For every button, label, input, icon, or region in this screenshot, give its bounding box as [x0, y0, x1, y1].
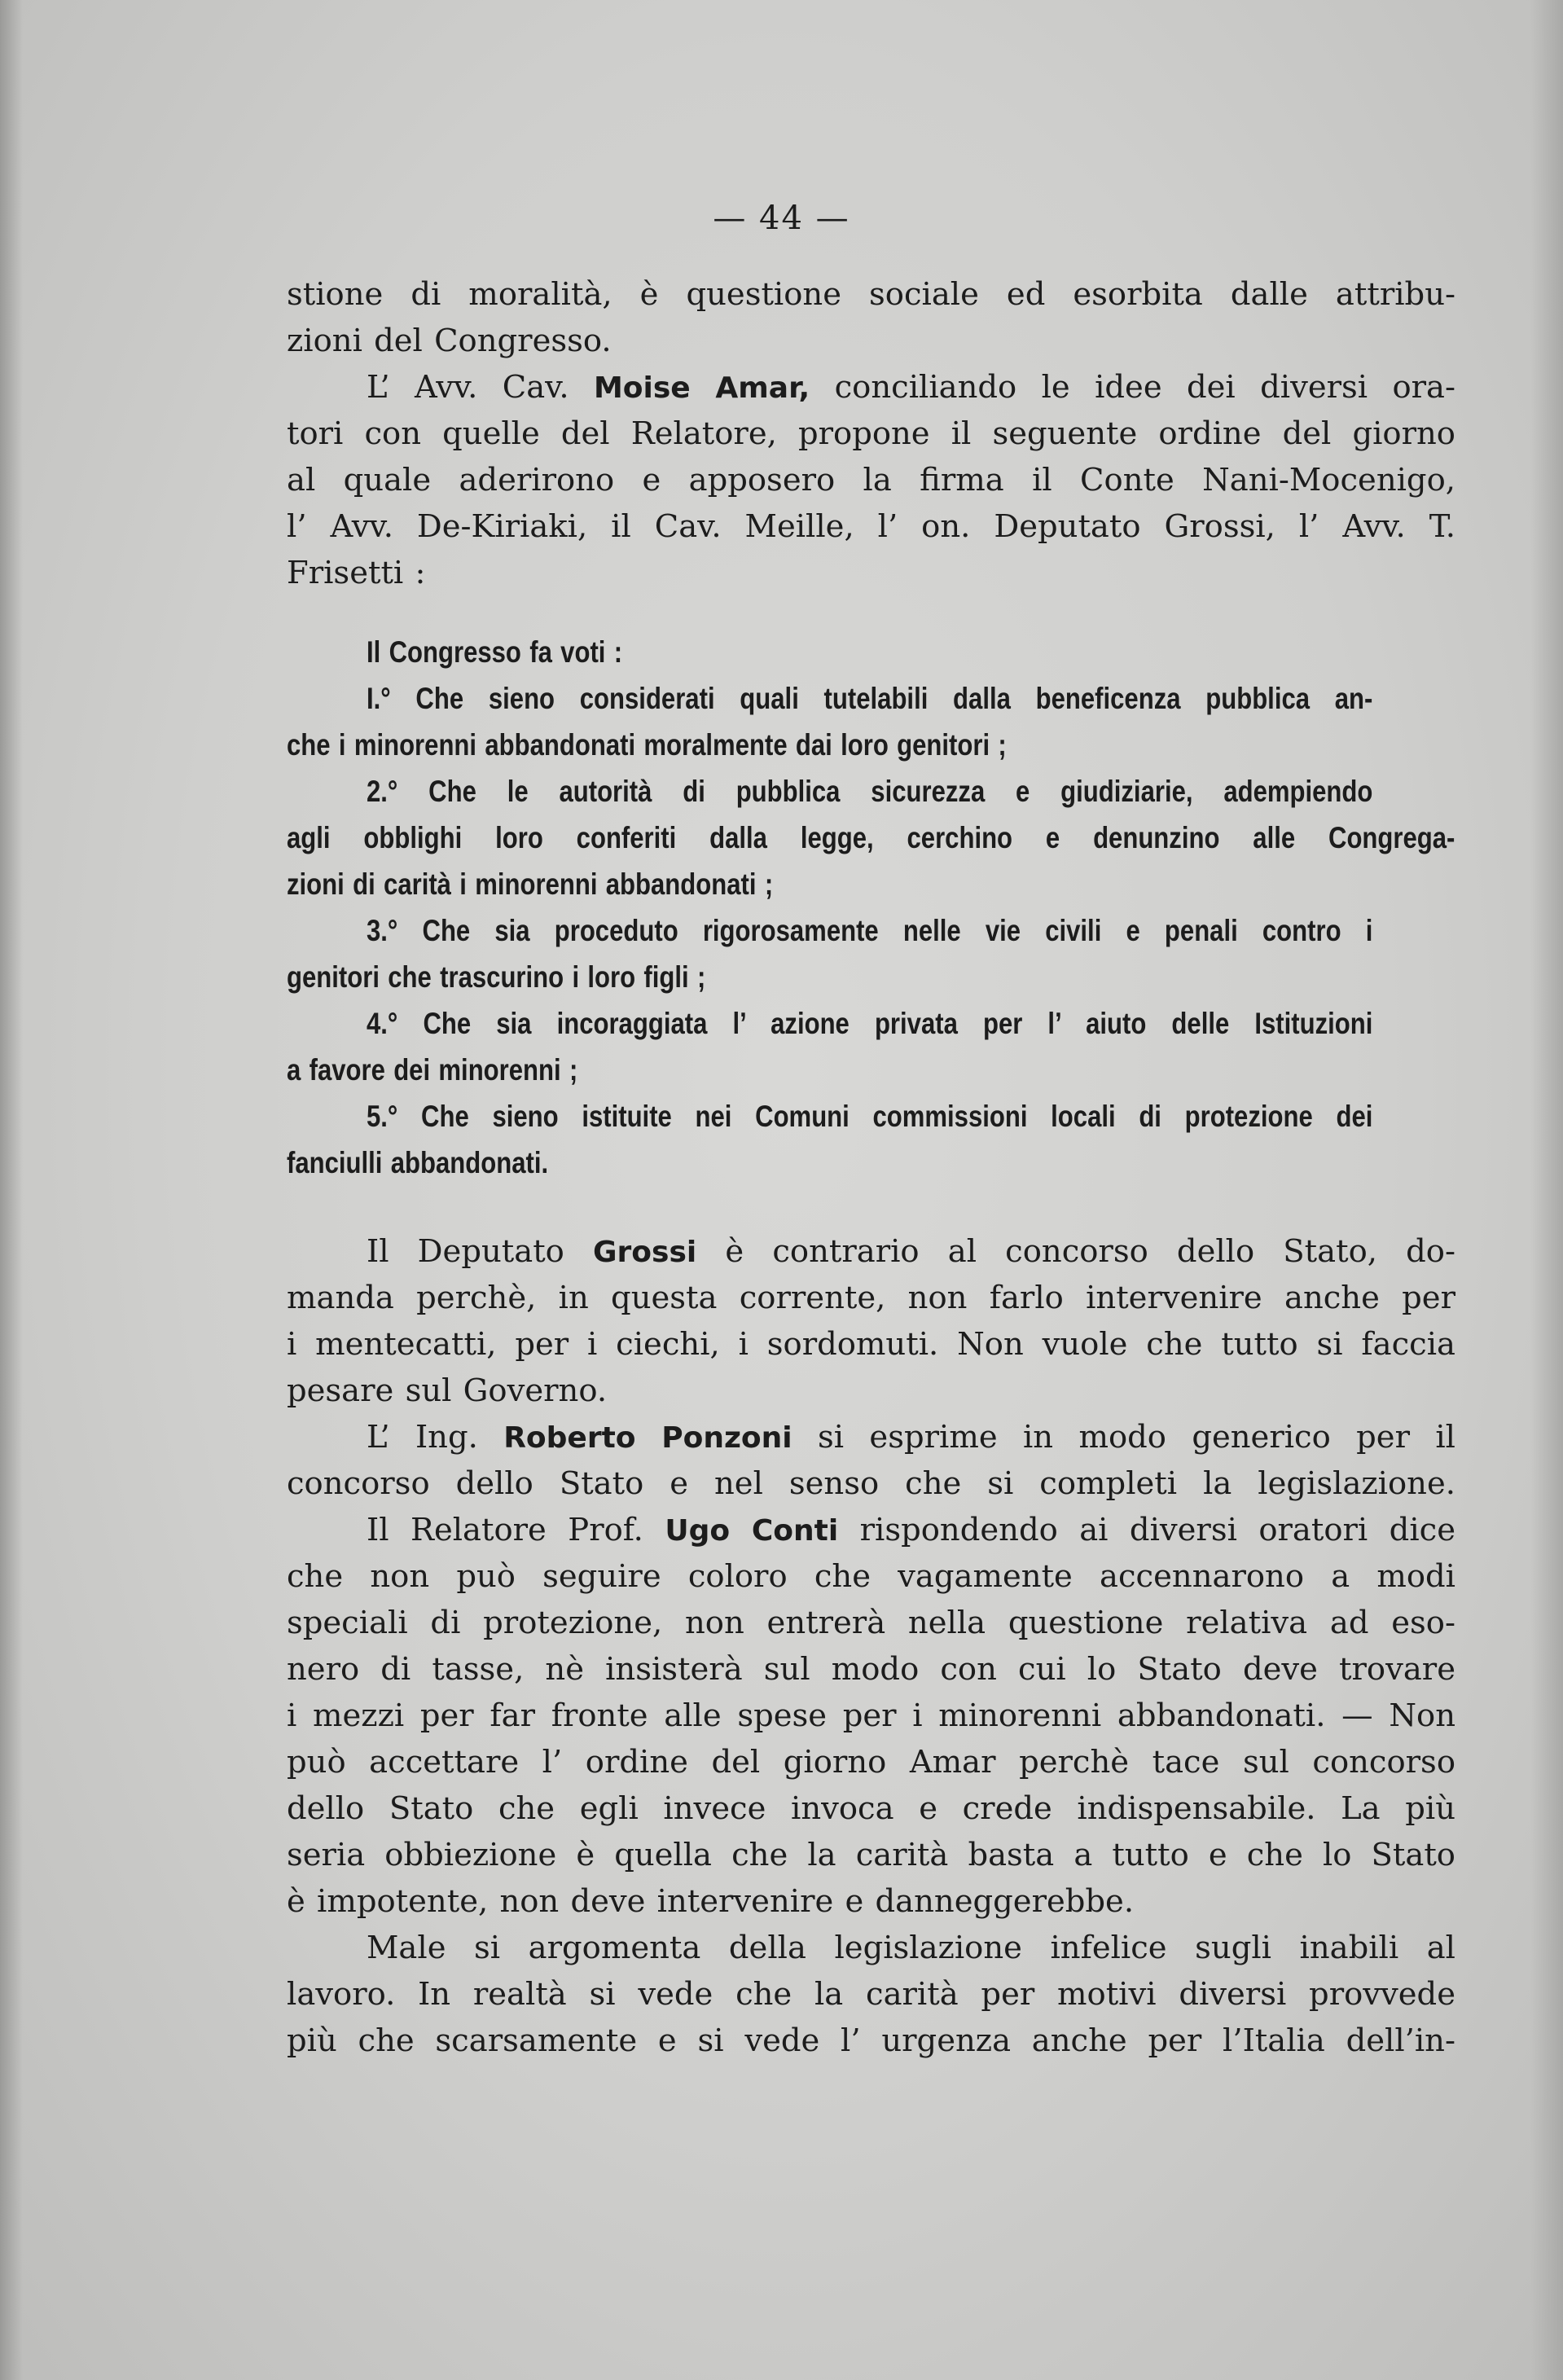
speaker-name: Ugo Conti — [665, 1514, 839, 1548]
speaker-name: Moise Amar, — [593, 371, 810, 405]
text-line: Il Deputato Grossi è contrario al concorso dello Stato, do- — [367, 1233, 1455, 1270]
text-line: dello Stato che egli invece invoca e crede indispensabile. La più — [287, 1790, 1455, 1827]
text-line: i mentecatti, per i ciechi, i sordomuti. Non vuole che tutto si faccia — [287, 1326, 1455, 1363]
text-line: al quale aderirono e apposero la firma il Conte Nani-Mocenigo, — [287, 462, 1455, 498]
text-run: conciliando le idee dei diversi ora- — [834, 369, 1456, 406]
speaker-name: Grossi — [593, 1236, 697, 1269]
resolution-item: zioni di carità i minorenni abbandonati ; — [287, 867, 774, 901]
text-line: seria obbiezione è quella che la carità basta a tutto e che lo Stato — [287, 1837, 1455, 1873]
spacer — [287, 596, 1455, 629]
resolution-item: fanciulli abbandonati. — [287, 1146, 549, 1179]
text-line: L’ Ing. Roberto Ponzoni si esprime in modo generico per il — [367, 1419, 1455, 1456]
spacer — [287, 1186, 1455, 1228]
text-line: è impotente, non deve intervenire e danneggerebbe. — [287, 1883, 1135, 1920]
resolution-item: genitori che trascurino i loro figli ; — [287, 960, 706, 994]
text-line: lavoro. In realtà si vede che la carità per motivi diversi provvede — [287, 1976, 1455, 2013]
resolution-item: agli obblighi loro conferiti dalla legge, cerchino e denunzino alle Congrega- — [287, 821, 1455, 854]
resolution-item: a favore dei minorenni ; — [287, 1053, 578, 1087]
speaker-name: Roberto Ponzoni — [503, 1421, 792, 1455]
text-line: zioni del Congresso. — [287, 323, 612, 359]
resolution-item: 3.° Che sia proceduto rigorosamente nelle vie civili e penali contro i — [367, 914, 1373, 947]
text-line: i mezzi per far fronte alle spese per i minorenni abbandonati. — Non — [287, 1697, 1455, 1734]
text-line: l’ Avv. De-Kiriaki, il Cav. Meille, l’ on. Deputato Grossi, l’ Avv. T. — [287, 508, 1455, 545]
discussion-paragraphs — [287, 1228, 1455, 2064]
text-line: Il Relatore Prof. Ugo Conti rispondendo ai diversi oratori dice — [367, 1512, 1455, 1548]
text-line: stione di moralità, è questione sociale ed esorbita dalle attribu- — [287, 276, 1455, 313]
text-line: che non può seguire coloro che vagamente accennarono a modi — [287, 1558, 1455, 1595]
text-line: nero di tasse, nè insisterà sul modo con cui lo Stato deve trovare — [287, 1651, 1455, 1688]
text-column — [287, 271, 1455, 2064]
text-line: più che scarsamente e si vede l’ urgenza anche per l’Italia dell’in- — [287, 2022, 1455, 2059]
text-line: Frisetti : — [287, 555, 426, 591]
resolution-item: 2.° Che le autorità di pubblica sicurezza e giudiziarie, adempiendo — [367, 775, 1373, 808]
resolution-heading: Il Congresso fa voti : — [367, 635, 623, 669]
resolution-item: 5.° Che sieno istituite nei Comuni commissioni locali di protezione dei — [367, 1100, 1373, 1133]
page-number: — 44 — — [713, 200, 850, 237]
text-line: Male si argomenta della legislazione infelice sugli inabili al — [367, 1930, 1455, 1966]
resolution-item: 4.° Che sia incoraggiata l’ azione privata per l’ aiuto delle Istituzioni — [367, 1007, 1373, 1040]
text-line: pesare sul Governo. — [287, 1372, 608, 1409]
resolution-block — [287, 629, 1455, 1186]
text-line: speciali di protezione, non entrerà nella questione relativa ad eso- — [287, 1605, 1455, 1641]
text-line — [287, 364, 1455, 411]
text-line: tori con quelle del Relatore, propone il seguente ordine del giorno — [287, 415, 1455, 452]
page-edge-shadow-right — [1530, 0, 1563, 2380]
text-line: può accettare l’ ordine del giorno Amar perchè tace sul concorso — [287, 1744, 1455, 1781]
text-line: concorso dello Stato e nel senso che si completi la legislazione. — [287, 1465, 1455, 1502]
intro-paragraph — [287, 271, 1455, 596]
page-edge-shadow-left — [0, 0, 23, 2380]
resolution-item: I.° Che sieno considerati quali tutelabili dalla beneficenza pubblica an- — [367, 682, 1373, 715]
resolution-item: che i minorenni abbandonati moralmente dai loro genitori ; — [287, 728, 1007, 762]
text-run: L’ Avv. Cav. — [367, 369, 569, 406]
text-line: manda perchè, in questa corrente, non farlo intervenire anche per — [287, 1280, 1455, 1316]
